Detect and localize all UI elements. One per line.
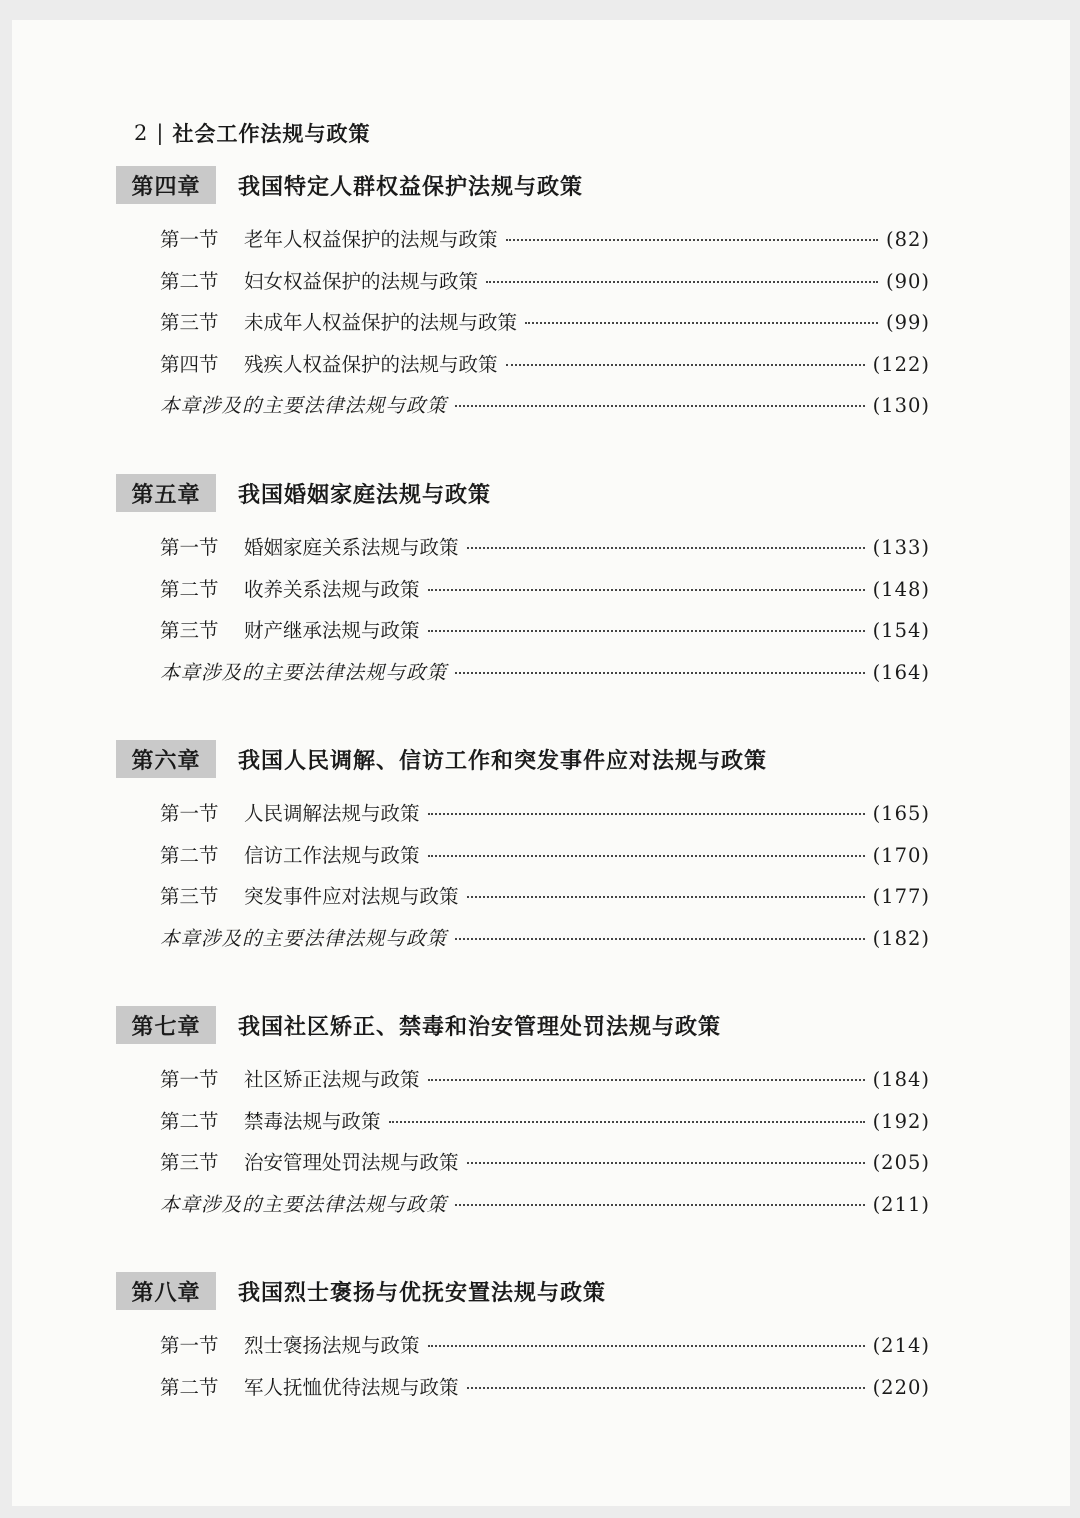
- section-label: 第二节: [160, 269, 219, 293]
- chapter-heading: [116, 739, 930, 779]
- entry-page-number: (164): [872, 660, 930, 684]
- section-label: 第一节: [160, 802, 219, 825]
- header-separator: |: [156, 121, 165, 145]
- entry-page-number: (205): [872, 1151, 930, 1174]
- chapter-title: 我国特定人群权益保护法规与政策: [238, 173, 584, 200]
- entry-title: 残疾人权益保护的法规与政策: [244, 352, 498, 376]
- entry-title: 烈士褒扬法规与政策: [244, 1334, 420, 1357]
- entry-title: 军人抚恤优待法规与政策: [244, 1375, 459, 1399]
- toc-entry[interactable]: [116, 835, 930, 877]
- section-label: 第三节: [160, 1151, 219, 1174]
- entry-page-number: (182): [872, 926, 930, 950]
- toc-entry[interactable]: [116, 876, 930, 918]
- toc-entry[interactable]: [116, 1059, 930, 1101]
- chapter-block: [116, 1271, 930, 1408]
- entry-page-number: (122): [872, 352, 930, 376]
- entry-page-number: (214): [872, 1334, 930, 1357]
- toc-entry[interactable]: [116, 569, 930, 611]
- chapter-label: 第四章: [116, 166, 216, 204]
- dot-leader: [428, 1345, 865, 1347]
- chapter-title: 我国社区矫正、禁毒和治安管理处罚法规与政策: [238, 1013, 722, 1040]
- section-label: 第二节: [160, 1109, 219, 1133]
- entry-title: 本章涉及的主要法律法规与政策: [160, 660, 448, 684]
- dot-leader: [525, 322, 878, 324]
- dot-leader: [428, 589, 865, 591]
- section-label: 第四节: [160, 352, 219, 376]
- entry-page-number: (148): [872, 577, 930, 601]
- chapter-label: 第六章: [116, 740, 216, 778]
- entry-page-number: (90): [885, 269, 930, 293]
- chapter-heading: [116, 165, 930, 205]
- toc-entry[interactable]: [116, 1101, 930, 1143]
- chapter-heading: [116, 1271, 930, 1311]
- entry-page-number: (192): [872, 1109, 930, 1133]
- entry-title: 收养关系法规与政策: [244, 577, 420, 601]
- section-label: 第二节: [160, 1375, 219, 1399]
- toc-entry[interactable]: [116, 1325, 930, 1367]
- entry-page-number: (154): [872, 619, 930, 642]
- chapter-entries: [116, 527, 930, 693]
- dot-leader: [455, 1204, 865, 1206]
- entry-title: 财产继承法规与政策: [244, 619, 420, 642]
- entry-page-number: (130): [872, 394, 930, 417]
- toc-entry[interactable]: [116, 610, 930, 652]
- toc-entry[interactable]: [116, 918, 930, 960]
- section-label: 第三节: [160, 885, 219, 908]
- dot-leader: [486, 281, 878, 283]
- chapter-entries: [116, 1059, 930, 1225]
- entry-title: 老年人权益保护的法规与政策: [244, 228, 498, 251]
- entry-title: 禁毒法规与政策: [244, 1109, 381, 1133]
- toc-entry[interactable]: [116, 652, 930, 694]
- entry-page-number: (211): [872, 1192, 930, 1216]
- dot-leader: [467, 1387, 865, 1389]
- dot-leader: [428, 813, 865, 815]
- section-label: 第三节: [160, 619, 219, 642]
- chapter-block: [116, 165, 930, 427]
- toc-entry[interactable]: [116, 219, 930, 261]
- chapter-title: 我国人民调解、信访工作和突发事件应对法规与政策: [238, 747, 768, 774]
- page-number: 2: [134, 121, 149, 145]
- dot-leader: [455, 672, 865, 674]
- entry-title: 信访工作法规与政策: [244, 843, 420, 867]
- toc-entry[interactable]: [116, 1142, 930, 1184]
- dot-leader: [506, 239, 878, 241]
- toc-entry[interactable]: [116, 793, 930, 835]
- toc-entry[interactable]: [116, 261, 930, 303]
- dot-leader: [428, 855, 865, 857]
- section-label: 第一节: [160, 1068, 219, 1091]
- entry-title: 妇女权益保护的法规与政策: [244, 269, 479, 293]
- toc-entry[interactable]: [116, 302, 930, 344]
- entry-title: 本章涉及的主要法律法规与政策: [160, 926, 448, 950]
- section-label: 第二节: [160, 843, 219, 867]
- page-header: [134, 118, 370, 148]
- entry-title: 本章涉及的主要法律法规与政策: [160, 1192, 448, 1216]
- dot-leader: [428, 630, 865, 632]
- entry-title: 治安管理处罚法规与政策: [244, 1151, 459, 1174]
- entry-page-number: (184): [872, 1068, 930, 1091]
- chapter-block: [116, 473, 930, 693]
- toc-entry[interactable]: [116, 385, 930, 427]
- dot-leader: [455, 938, 865, 940]
- chapter-block: [116, 1005, 930, 1225]
- dot-leader: [467, 1162, 865, 1164]
- dot-leader: [389, 1121, 865, 1123]
- entry-page-number: (82): [885, 228, 930, 251]
- chapter-label: 第五章: [116, 474, 216, 512]
- book-title: 社会工作法规与政策: [172, 121, 371, 146]
- chapter-entries: [116, 1325, 930, 1408]
- chapter-entries: [116, 793, 930, 959]
- entry-page-number: (133): [872, 536, 930, 559]
- section-label: 第二节: [160, 577, 219, 601]
- section-label: 第一节: [160, 228, 219, 251]
- entry-page-number: (170): [872, 843, 930, 867]
- dot-leader: [428, 1079, 865, 1081]
- section-label: 第一节: [160, 1334, 219, 1357]
- entry-title: 人民调解法规与政策: [244, 802, 420, 825]
- dot-leader: [467, 896, 865, 898]
- chapter-block: [116, 739, 930, 959]
- dot-leader: [506, 364, 865, 366]
- toc-entry[interactable]: [116, 1367, 930, 1409]
- chapter-heading: [116, 473, 930, 513]
- chapter-heading: [116, 1005, 930, 1045]
- chapter-label: 第八章: [116, 1272, 216, 1310]
- dot-leader: [455, 405, 865, 407]
- entry-title: 突发事件应对法规与政策: [244, 885, 459, 908]
- entry-title: 本章涉及的主要法律法规与政策: [160, 394, 448, 417]
- toc-entry[interactable]: [116, 344, 930, 386]
- chapter-entries: [116, 219, 930, 427]
- entry-page-number: (220): [872, 1375, 930, 1399]
- entry-title: 社区矫正法规与政策: [244, 1068, 420, 1091]
- toc-entry[interactable]: [116, 1184, 930, 1226]
- entry-title: 婚姻家庭关系法规与政策: [244, 536, 459, 559]
- toc-entry[interactable]: [116, 527, 930, 569]
- chapter-title: 我国烈士褒扬与优抚安置法规与政策: [238, 1279, 607, 1306]
- entry-page-number: (165): [872, 802, 930, 825]
- chapter-label: 第七章: [116, 1006, 216, 1044]
- entry-page-number: (177): [872, 885, 930, 908]
- section-label: 第三节: [160, 311, 219, 334]
- entry-page-number: (99): [885, 311, 930, 334]
- chapter-title: 我国婚姻家庭法规与政策: [238, 481, 492, 508]
- entry-title: 未成年人权益保护的法规与政策: [244, 311, 518, 334]
- dot-leader: [467, 547, 865, 549]
- section-label: 第一节: [160, 536, 219, 559]
